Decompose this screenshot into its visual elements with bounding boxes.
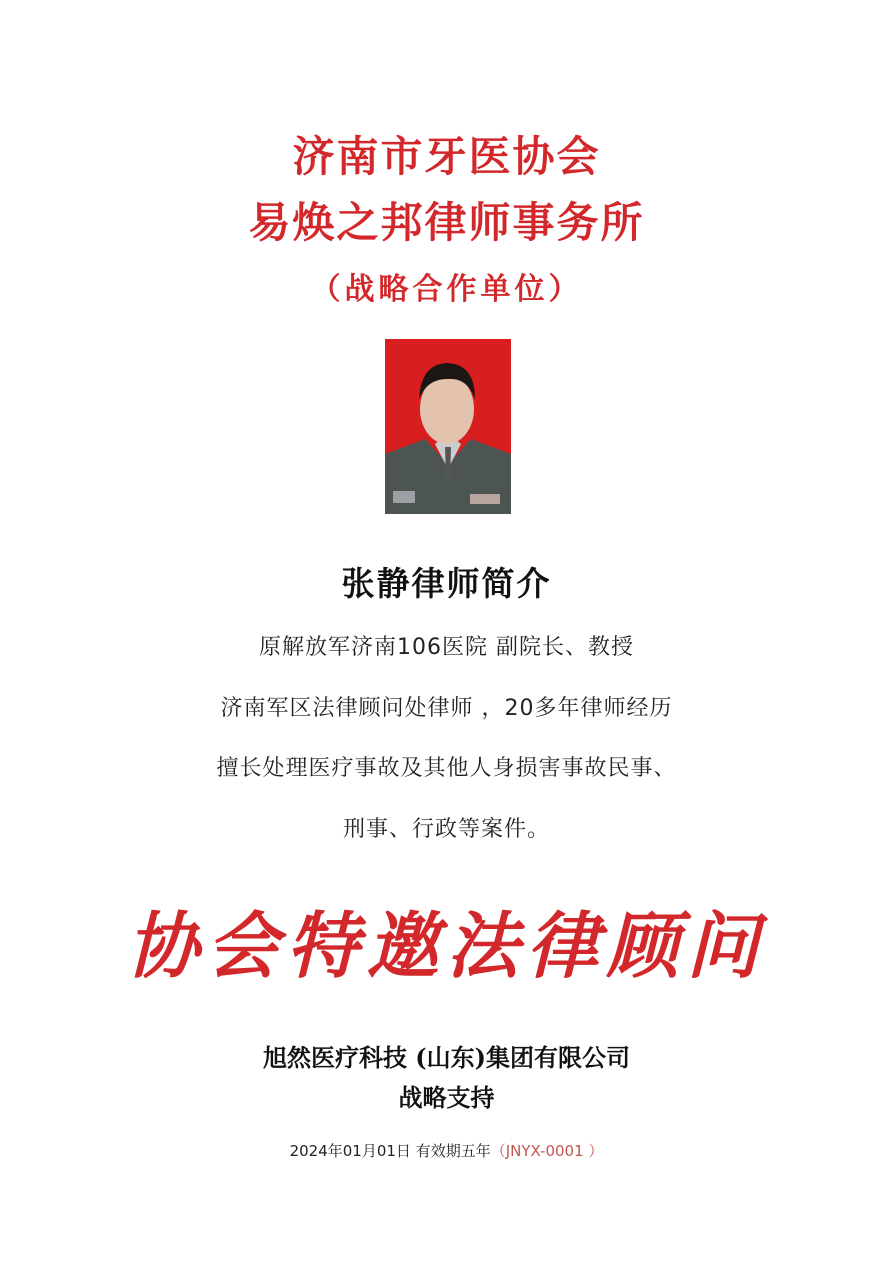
issue-date: 2024年01月01日 有效期五年	[289, 1142, 491, 1160]
profile-title: 张静律师简介	[341, 564, 552, 603]
sponsor-label: 战略支持	[398, 1083, 495, 1112]
profile-line: 擅长处理医疗事故及其他人身损害事故民事、	[216, 756, 677, 781]
sponsor-company: 旭然医疗科技 (山东)集团有限公司	[262, 1043, 631, 1072]
title-association: 济南市牙医协会	[292, 132, 601, 181]
certificate-code: （JNYX-0001 ）	[490, 1142, 604, 1160]
subtitle-partner: （战略合作单位）	[310, 272, 583, 307]
profile-line: 济南军区法律顾问处律师 ，20多年律师经历	[220, 696, 673, 721]
validity-line	[0, 1140, 893, 1161]
title-law-firm: 易焕之邦律师事务所	[248, 198, 645, 247]
profile-line: 刑事、行政等案件。	[342, 817, 550, 842]
honor-title: 协会特邀法律顾问	[126, 903, 767, 988]
lawyer-portrait-photo	[385, 339, 511, 514]
profile-line: 原解放军济南106医院 副院长、教授	[259, 635, 634, 660]
